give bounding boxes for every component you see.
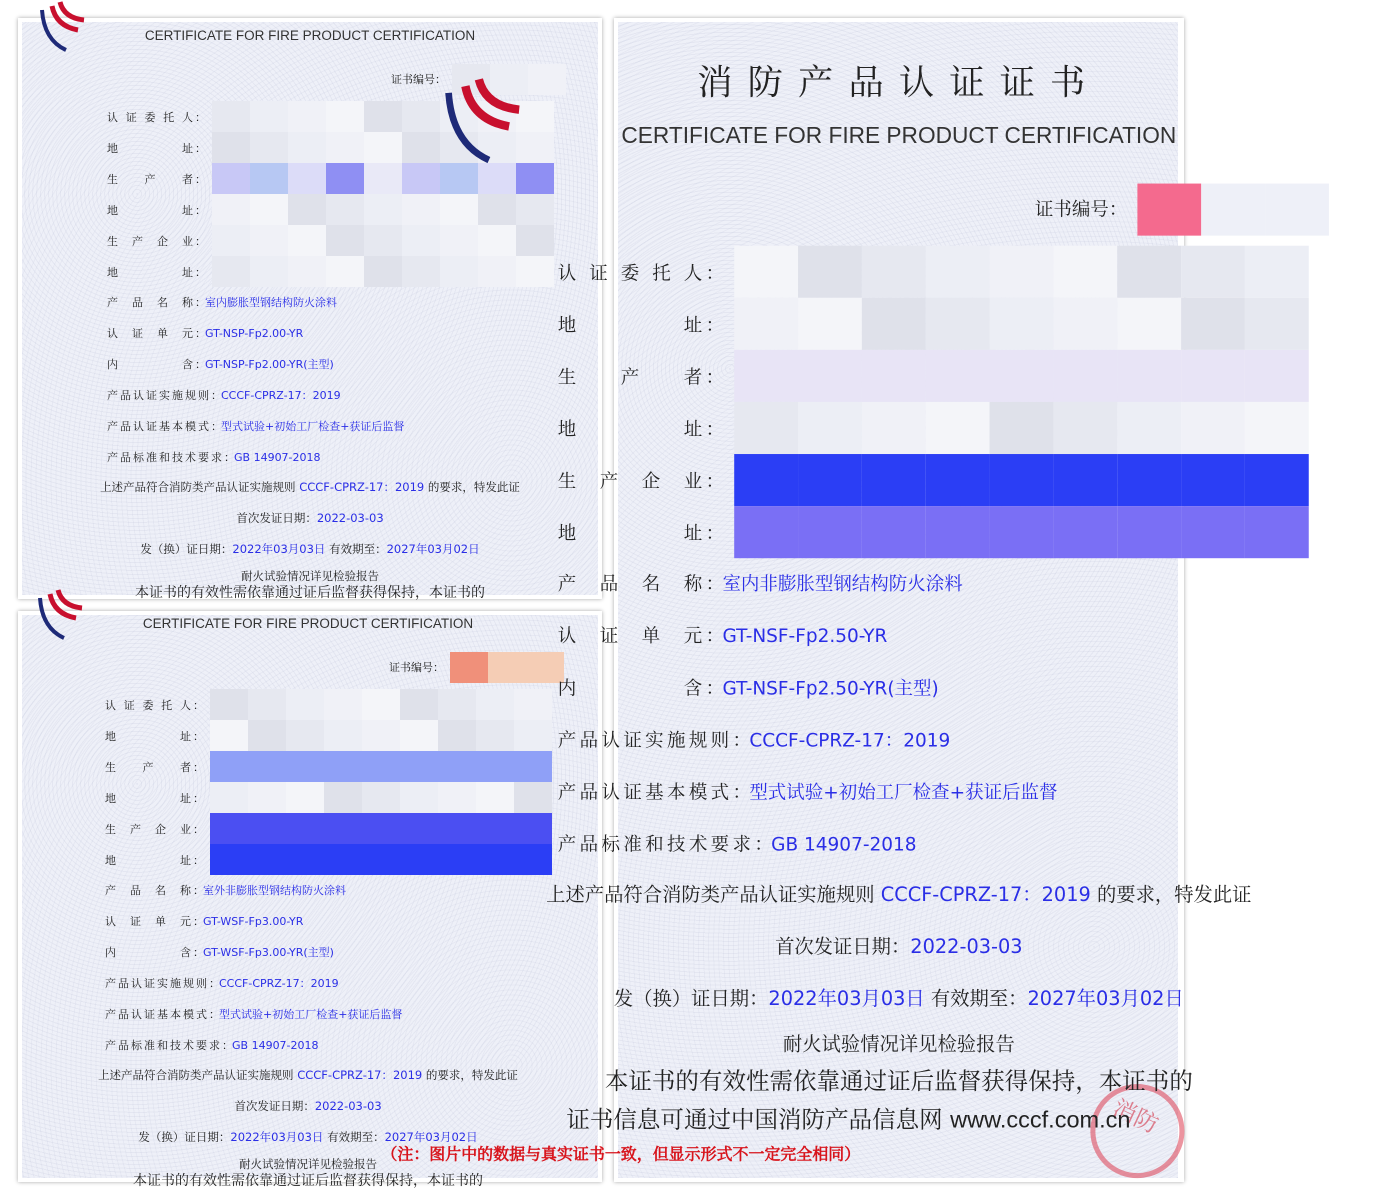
field-label: 产品认证实施规则 bbox=[557, 729, 733, 752]
field-value: GT-NSF-Fp2.50-YR bbox=[722, 625, 888, 648]
redacted-mosaic bbox=[734, 506, 1309, 558]
field-label: 地址 bbox=[107, 142, 195, 155]
field-value: 型式试验+初始工厂检查+获证后监督 bbox=[221, 420, 405, 433]
applicant-address-row: 地址： bbox=[558, 311, 723, 338]
field-value: CCCF-CPRZ-17：2019 bbox=[749, 729, 951, 752]
impl-rule-row: 产品认证实施规则：CCCF-CPRZ-17：2019 bbox=[558, 726, 950, 753]
field-value: GB 14907-2018 bbox=[234, 451, 321, 464]
contains-row: 内含：GT-NSP-Fp2.00-YR(主型) bbox=[107, 358, 334, 371]
certificate-photo-3-frame bbox=[381, 18, 1252, 1182]
field-label: 产品认证实施规则 bbox=[105, 977, 209, 990]
field-value: CCCF-CPRZ-17：2019 bbox=[219, 977, 339, 990]
conformity-statement: 上述产品符合消防类产品认证实施规则 CCCF-CPRZ-17：2019 的要求，特发此证 bbox=[546, 882, 1252, 906]
product-name-row: 产品名称：室内非膨胀型钢结构防火涂料 bbox=[558, 570, 963, 597]
basic-mode-row: 产品认证基本模式：型式试验+初始工厂检查+获证后监督 bbox=[105, 1008, 403, 1021]
producer-address-row: 地址： bbox=[558, 415, 723, 442]
producer-address-row: 地址： bbox=[105, 792, 204, 805]
field-label: 产品认证基本模式 bbox=[105, 1008, 209, 1021]
field-label: 内含 bbox=[107, 358, 195, 371]
field-value: 室外非膨胀型钢结构防火涂料 bbox=[203, 884, 346, 897]
field-label: 地址 bbox=[105, 792, 193, 805]
fire-test-note: 耐火试验情况详见检验报告 bbox=[239, 1157, 377, 1171]
field-label: 产品认证实施规则 bbox=[107, 389, 211, 402]
first-issue-date: 首次发证日期：2022-03-03 bbox=[775, 934, 1023, 959]
info-note: 证书信息可通过中国消防产品信息网 www.cccf.com.cn bbox=[566, 1105, 1131, 1135]
field-label: 生产者 bbox=[107, 173, 195, 186]
certificate-title-cn: 消防产品认证证书 bbox=[697, 62, 1101, 103]
issue-and-validity-dates: 发（换）证日期：2022年03月03日 有效期至：2027年03月02日 bbox=[613, 986, 1184, 1011]
field-value: GT-NSP-Fp2.00-YR(主型) bbox=[205, 358, 334, 371]
certificate-number-label: 证书编号： bbox=[389, 661, 444, 674]
certificate-title-en: CERTIFICATE FOR FIRE PRODUCT CERTIFICATION bbox=[144, 28, 476, 43]
manufacturer-address-row: 地址： bbox=[558, 520, 723, 547]
field-label: 产品标准和技术要求 bbox=[105, 1039, 222, 1052]
redacted-mosaic bbox=[734, 402, 1309, 454]
applicant-row: 认证委托人： bbox=[558, 259, 723, 286]
field-value: GT-WSF-Fp3.00-YR bbox=[203, 915, 304, 928]
fire-test-note: 耐火试验情况详见检验报告 bbox=[241, 569, 379, 583]
cert-unit-row: 认证单元：GT-NSP-Fp2.00-YR bbox=[107, 327, 304, 340]
producer-row: 生产者： bbox=[558, 363, 723, 390]
field-label: 产品名称 bbox=[107, 296, 195, 309]
field-label: 内含 bbox=[105, 946, 193, 959]
product-name-row: 产品名称：室外非膨胀型钢结构防火涂料 bbox=[105, 884, 346, 897]
field-value: 型式试验+初始工厂检查+获证后监督 bbox=[749, 781, 1058, 804]
field-label: 地址 bbox=[557, 418, 706, 441]
disclaimer-note: （注：图片中的数据与真实证书一致，但显示形式不一定完全相同） bbox=[381, 1146, 861, 1165]
field-value: CCCF-CPRZ-17：2019 bbox=[221, 389, 341, 402]
field-label: 认证委托人 bbox=[557, 262, 706, 285]
field-label: 地址 bbox=[557, 314, 706, 337]
field-label: 生产企业 bbox=[105, 823, 193, 836]
field-label: 产品认证基本模式 bbox=[557, 781, 733, 804]
manufacturer-row: 生产企业： bbox=[107, 235, 206, 248]
field-label: 地址 bbox=[107, 204, 195, 217]
cert-unit-row: 认证单元：GT-NSF-Fp2.50-YR bbox=[558, 622, 888, 649]
field-label: 内含 bbox=[557, 677, 706, 700]
field-label: 生产者 bbox=[557, 366, 706, 389]
field-label: 产品名称 bbox=[557, 573, 706, 596]
basic-mode-row: 产品认证基本模式：型式试验+初始工厂检查+获证后监督 bbox=[558, 778, 1058, 805]
field-label: 生产者 bbox=[105, 761, 193, 774]
field-label: 产品名称 bbox=[105, 884, 193, 897]
applicant-address-row: 地址： bbox=[107, 142, 206, 155]
field-label: 生产企业 bbox=[107, 235, 195, 248]
field-label: 认证单元 bbox=[105, 915, 193, 928]
conformity-statement: 上述产品符合消防类产品认证实施规则 CCCF-CPRZ-17：2019 的要求，特发此证 bbox=[98, 1068, 518, 1082]
basic-mode-row: 产品认证基本模式：型式试验+初始工厂检查+获证后监督 bbox=[107, 420, 405, 433]
field-label: 产品标准和技术要求 bbox=[107, 451, 224, 464]
fire-test-note: 耐火试验情况详见检验报告 bbox=[782, 1031, 1015, 1056]
field-value: GB 14907-2018 bbox=[771, 833, 917, 856]
contains-row: 内含：GT-NSF-Fp2.50-YR(主型) bbox=[558, 674, 939, 701]
contains-row: 内含：GT-WSF-Fp3.00-YR(主型) bbox=[105, 946, 334, 959]
field-label: 地址 bbox=[557, 522, 706, 545]
field-label: 产品认证基本模式 bbox=[107, 420, 211, 433]
validity-note: 本证书的有效性需依靠通过证后监督获得保持，本证书的 bbox=[135, 585, 485, 601]
info-website-link[interactable]: www.cccf.com.cn bbox=[950, 1105, 1131, 1133]
producer-address-row: 地址： bbox=[107, 204, 206, 217]
redacted-mosaic bbox=[734, 298, 1309, 350]
field-value: GB 14907-2018 bbox=[232, 1039, 319, 1052]
field-value: 室内膨胀型钢结构防火涂料 bbox=[205, 296, 337, 309]
certificate-3 bbox=[381, 62, 1383, 1171]
field-label: 地址 bbox=[105, 730, 193, 743]
field-label: 产品标准和技术要求 bbox=[557, 833, 755, 856]
manufacturer-address-row: 地址： bbox=[107, 266, 206, 279]
redacted-mosaic bbox=[734, 246, 1309, 298]
redacted-mosaic bbox=[734, 454, 1309, 506]
certificate-photo-3-enlarged bbox=[381, 22, 1252, 1178]
field-label: 认证委托人 bbox=[105, 699, 193, 712]
standard-row: 产品标准和技术要求：GB 14907-2018 bbox=[558, 830, 917, 857]
first-issue-date: 首次发证日期：2022-03-03 bbox=[234, 1099, 382, 1113]
field-value: 型式试验+初始工厂检查+获证后监督 bbox=[219, 1008, 403, 1021]
first-issue-date: 首次发证日期：2022-03-03 bbox=[236, 511, 384, 525]
cert-unit-row: 认证单元：GT-WSF-Fp3.00-YR bbox=[105, 915, 304, 928]
standard-row: 产品标准和技术要求：GB 14907-2018 bbox=[107, 451, 321, 464]
validity-note: 本证书的有效性需依靠通过证后监督获得保持，本证书的 bbox=[604, 1068, 1193, 1096]
redacted-mosaic bbox=[734, 350, 1309, 402]
field-label: 生产企业 bbox=[557, 470, 706, 493]
certificate-number-label: 证书编号： bbox=[1034, 198, 1128, 221]
certificate-title-en: CERTIFICATE FOR FIRE PRODUCT CERTIFICATION bbox=[142, 616, 474, 631]
field-label: 地址 bbox=[105, 854, 193, 867]
field-value: GT-NSP-Fp2.00-YR bbox=[205, 327, 304, 340]
validity-note: 本证书的有效性需依靠通过证后监督获得保持，本证书的 bbox=[133, 1173, 483, 1189]
product-name-row: 产品名称：室内膨胀型钢结构防火涂料 bbox=[107, 296, 337, 309]
field-label: 认证委托人 bbox=[107, 111, 195, 124]
issue-and-validity-dates: 发（换）证日期：2022年03月03日 有效期至：2027年03月02日 bbox=[138, 1130, 478, 1144]
field-label: 认证单元 bbox=[557, 625, 706, 648]
applicant-row: 认证委托人： bbox=[105, 699, 204, 712]
redacted-mosaic bbox=[1137, 184, 1329, 236]
applicant-address-row: 地址： bbox=[105, 730, 204, 743]
field-value: 室内非膨胀型钢结构防火涂料 bbox=[722, 573, 963, 596]
impl-rule-row: 产品认证实施规则：CCCF-CPRZ-17：2019 bbox=[107, 389, 341, 402]
standard-row: 产品标准和技术要求：GB 14907-2018 bbox=[105, 1039, 319, 1052]
certificate-number-label: 证书编号： bbox=[391, 73, 446, 86]
official-seal-stamp: 消防 bbox=[1090, 1084, 1184, 1178]
applicant-row: 认证委托人： bbox=[107, 111, 206, 124]
impl-rule-row: 产品认证实施规则：CCCF-CPRZ-17：2019 bbox=[105, 977, 339, 990]
field-value: GT-WSF-Fp3.00-YR(主型) bbox=[203, 946, 334, 959]
producer-row: 生产者： bbox=[107, 173, 206, 186]
field-value: GT-NSF-Fp2.50-YR(主型) bbox=[722, 677, 939, 700]
manufacturer-row: 生产企业： bbox=[558, 467, 723, 494]
manufacturer-address-row: 地址： bbox=[105, 854, 204, 867]
manufacturer-row: 生产企业： bbox=[105, 823, 204, 836]
field-label: 认证单元 bbox=[107, 327, 195, 340]
producer-row: 生产者： bbox=[105, 761, 204, 774]
field-label: 地址 bbox=[107, 266, 195, 279]
conformity-statement: 上述产品符合消防类产品认证实施规则 CCCF-CPRZ-17：2019 的要求，特发此证 bbox=[100, 480, 520, 494]
certificate-title-en: CERTIFICATE FOR FIRE PRODUCT CERTIFICATION bbox=[621, 123, 1177, 149]
issue-and-validity-dates: 发（换）证日期：2022年03月03日 有效期至：2027年03月02日 bbox=[140, 542, 480, 556]
